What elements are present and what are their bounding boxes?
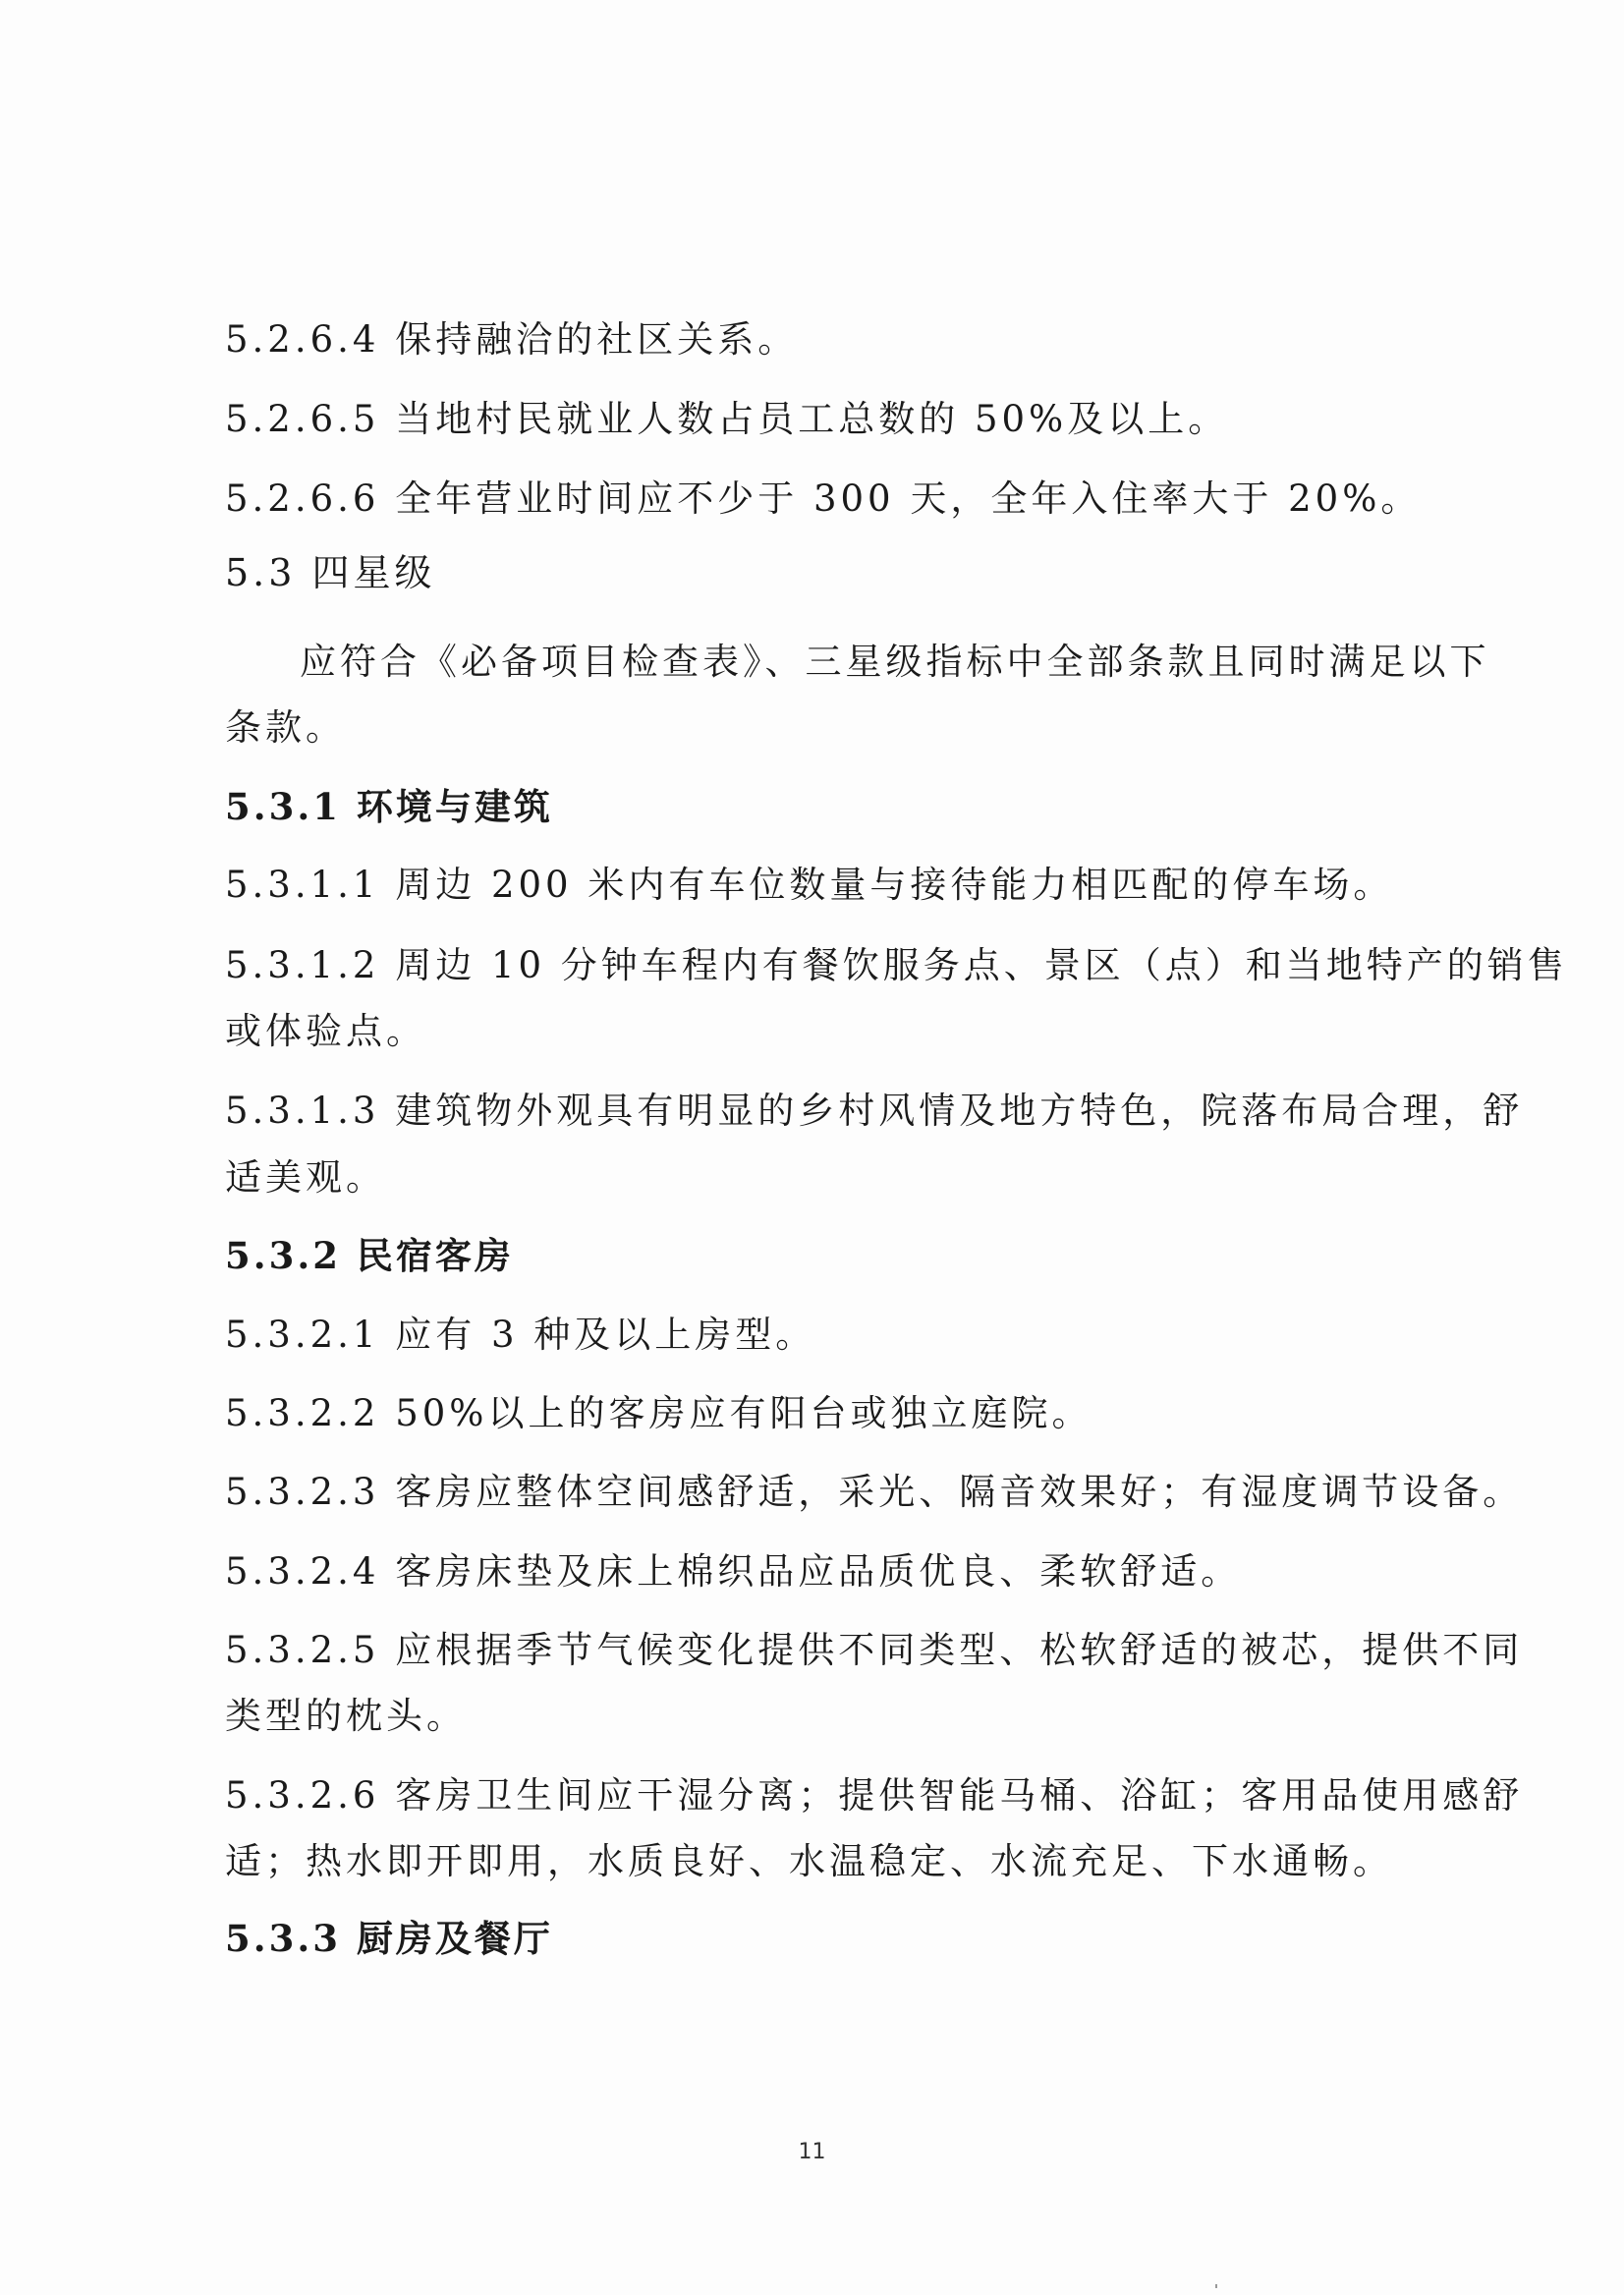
- clause-5-3-1-3-line-2: 适美观。: [225, 1156, 386, 1199]
- section-heading-5-3: 5.3 四星级: [225, 551, 436, 594]
- clause-5-3-2-6-line-1: 5.3.2.6 客房卫生间应干湿分离；提供智能马桶、浴缸；客用品使用感舒: [225, 1774, 1524, 1817]
- clause-5-3-2-1: 5.3.2.1 应有 3 种及以上房型。: [225, 1314, 816, 1356]
- clause-5-3-2-5-line-2: 类型的枕头。: [225, 1695, 467, 1737]
- clause-5-3-2-2: 5.3.2.2 50%以上的客房应有阳台或独立庭院。: [225, 1392, 1092, 1434]
- clause-5-3-2-3: 5.3.2.3 客房应整体空间感舒适，采光、隔音效果好；有湿度调节设备。: [225, 1471, 1524, 1513]
- clause-5-2-6-4: 5.2.6.4 保持融洽的社区关系。: [225, 318, 799, 361]
- page-number: 11: [798, 2140, 826, 2164]
- clause-5-2-6-5: 5.2.6.5 当地村民就业人数占员工总数的 50%及以上。: [225, 398, 1229, 440]
- intro-paragraph-line-1: 应符合《必备项目检查表》、三星级指标中全部条款且同时满足以下: [300, 641, 1490, 683]
- clause-5-3-2-4: 5.3.2.4 客房床垫及床上棉织品应品质优良、柔软舒适。: [225, 1550, 1242, 1593]
- clause-5-3-1-2-line-2: 或体验点。: [225, 1010, 426, 1052]
- clause-5-2-6-6: 5.2.6.6 全年营业时间应不少于 300 天，全年入住率大于 20%。: [225, 477, 1422, 520]
- clause-5-3-2-6-line-2: 适；热水即开即用，水质良好、水温稳定、水流充足、下水通畅。: [225, 1840, 1393, 1882]
- clause-5-3-1-1: 5.3.1.1 周边 200 米内有车位数量与接待能力相匹配的停车场。: [225, 864, 1394, 906]
- clause-5-3-1-2-line-1: 5.3.1.2 周边 10 分钟车程内有餐饮服务点、景区（点）和当地特产的销售: [225, 944, 1568, 986]
- subsection-heading-5-3-2: 5.3.2 民宿客房: [225, 1234, 514, 1277]
- intro-paragraph-line-2: 条款。: [225, 706, 346, 749]
- clause-5-3-1-3-line-1: 5.3.1.3 建筑物外观具有明显的乡村风情及地方特色，院落布局合理，舒: [225, 1090, 1524, 1132]
- scan-speck: [1215, 2284, 1217, 2288]
- subsection-heading-5-3-1: 5.3.1 环境与建筑: [225, 785, 553, 828]
- subsection-heading-5-3-3: 5.3.3 厨房及餐厅: [225, 1917, 553, 1960]
- clause-5-3-2-5-line-1: 5.3.2.5 应根据季节气候变化提供不同类型、松软舒适的被芯，提供不同: [225, 1629, 1524, 1671]
